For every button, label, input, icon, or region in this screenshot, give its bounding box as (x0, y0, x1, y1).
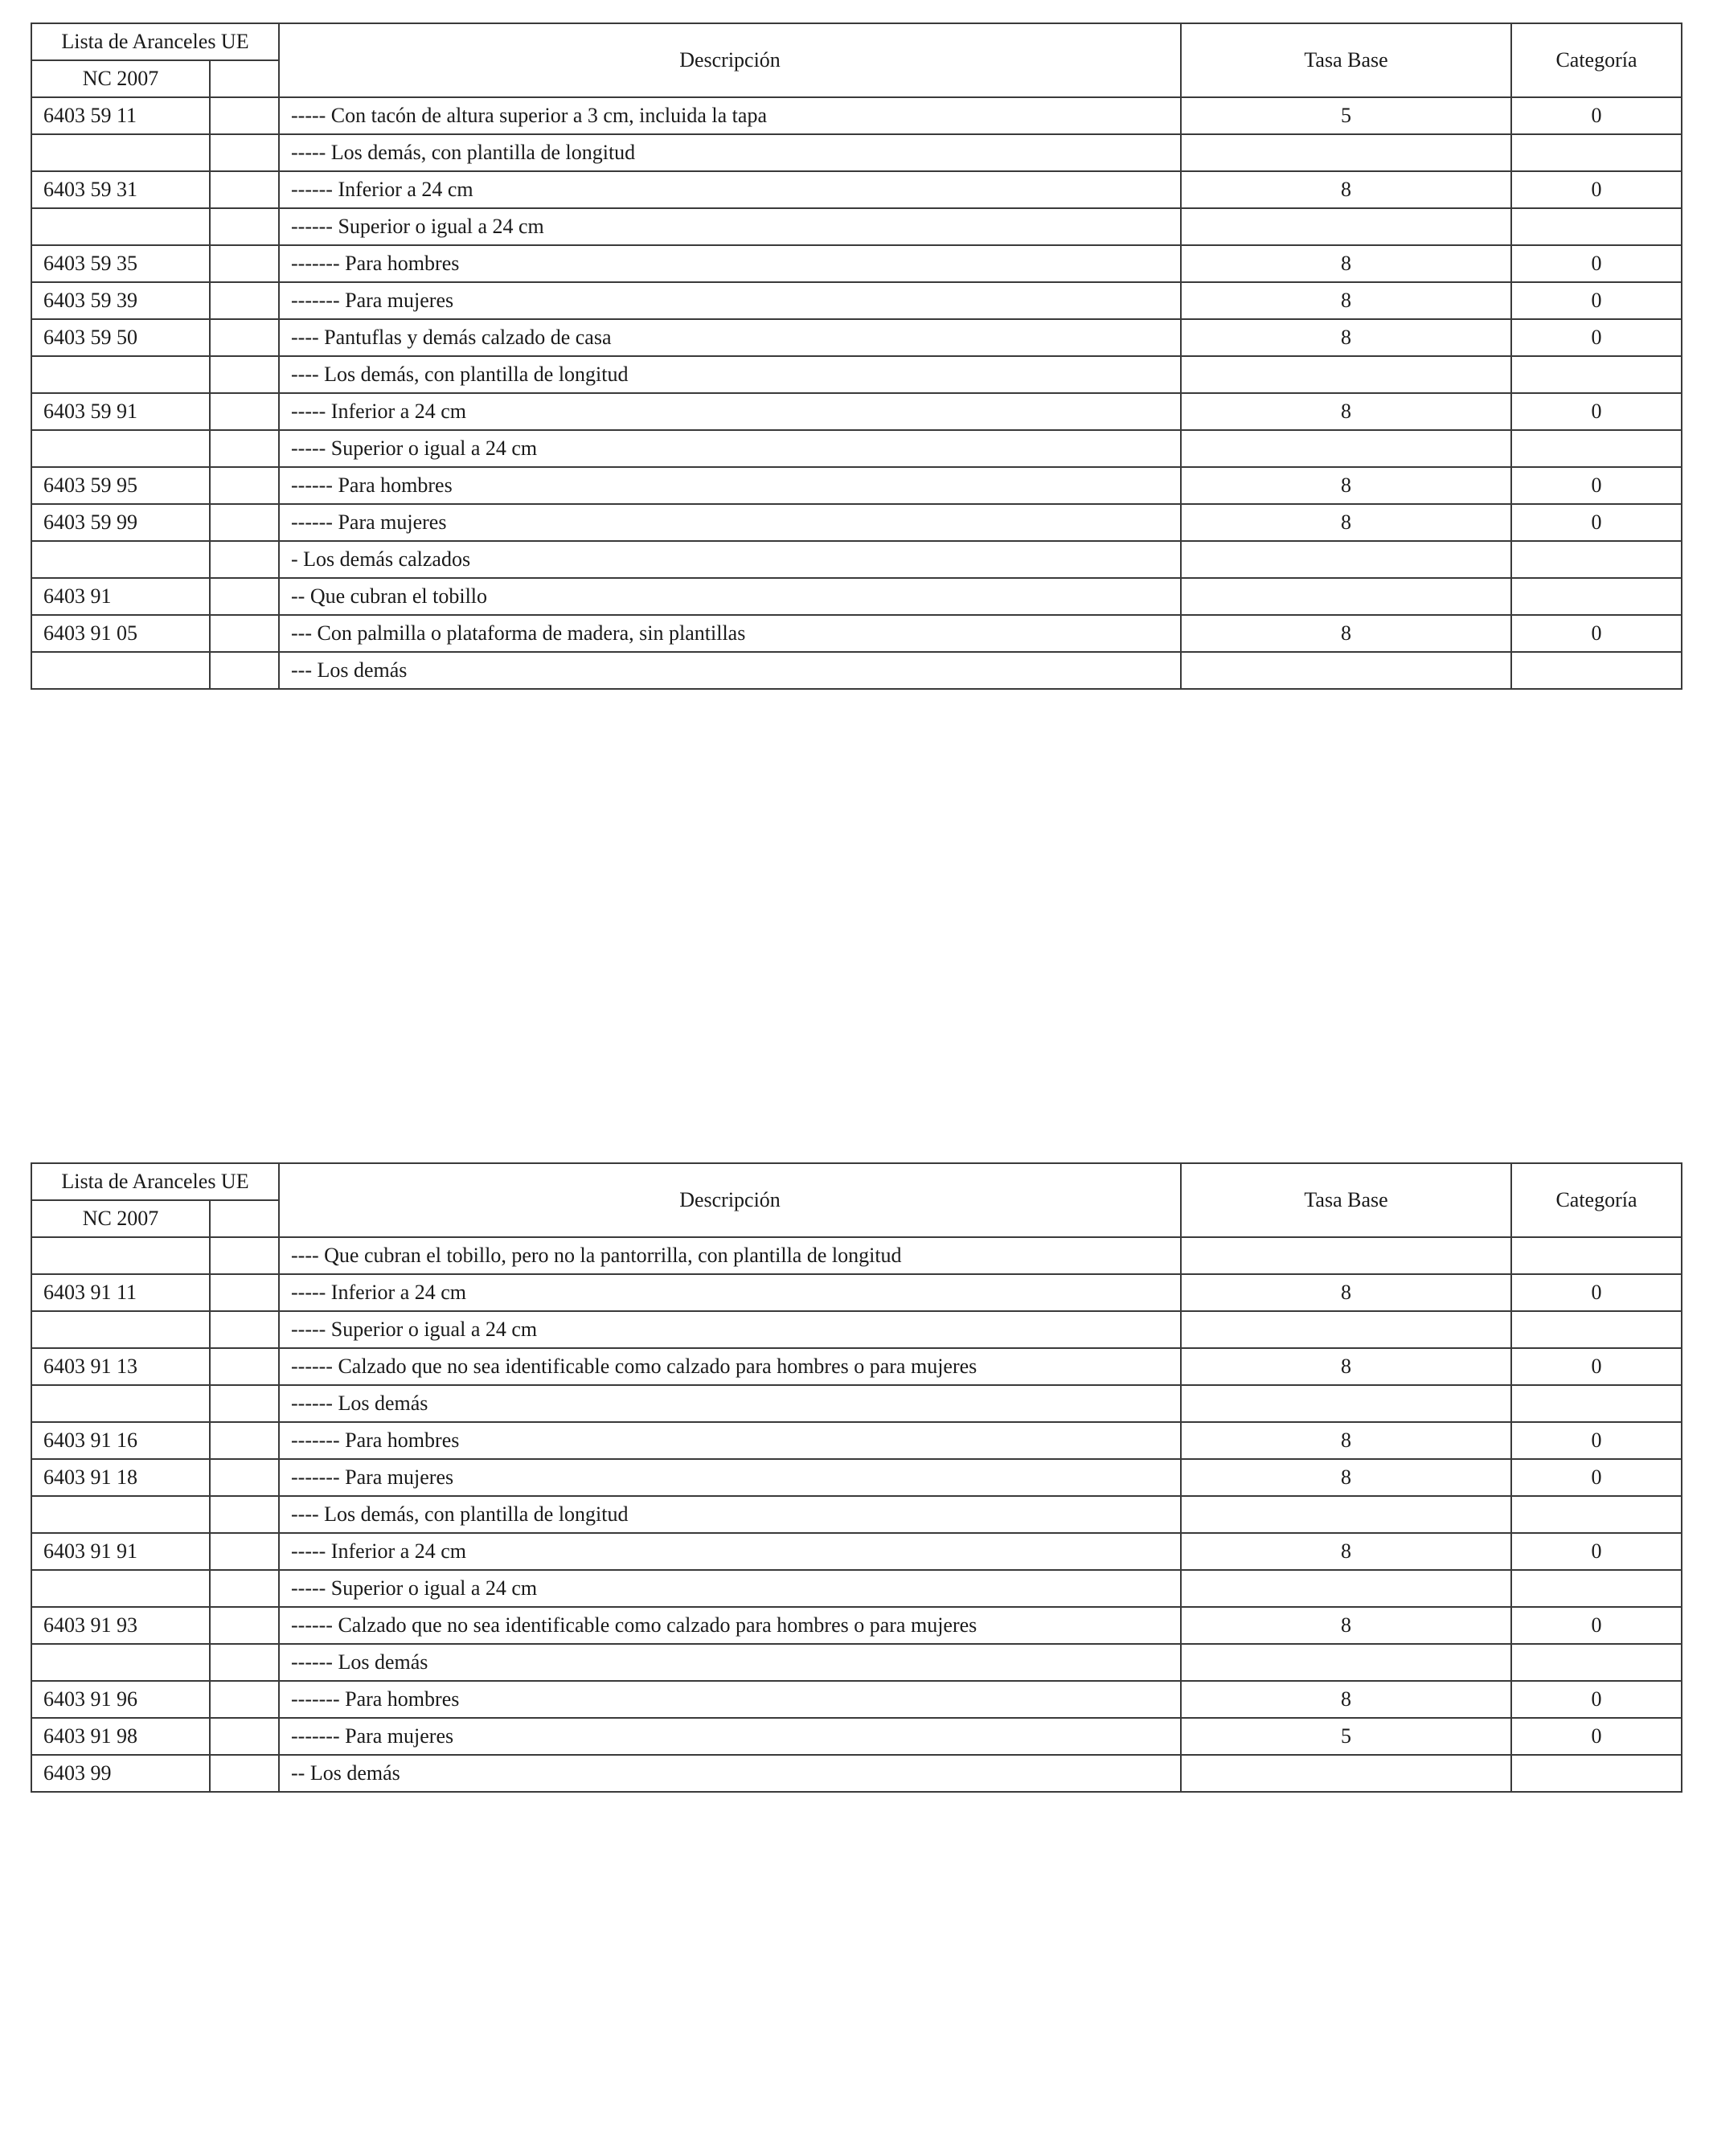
blank-cell (210, 171, 279, 208)
nc-code-cell (31, 356, 210, 393)
nc-code-cell: 6403 91 18 (31, 1459, 210, 1496)
header-nc-2007: NC 2007 (31, 1200, 210, 1237)
description-cell: --- Con palmilla o plataforma de madera, sin plantillas (279, 615, 1181, 652)
category-cell (1511, 1755, 1682, 1792)
header-tasa-base: Tasa Base (1181, 23, 1511, 97)
table-row (31, 1496, 1682, 1533)
table-row (31, 541, 1682, 578)
nc-code-cell (31, 1570, 210, 1607)
description-cell: ---- Los demás, con plantilla de longitud (279, 356, 1181, 393)
blank-cell (210, 1459, 279, 1496)
table-row (31, 245, 1682, 282)
blank-cell (210, 1496, 279, 1533)
base-rate-cell (1181, 1237, 1511, 1274)
table-row (31, 652, 1682, 689)
base-rate-cell: 8 (1181, 1459, 1511, 1496)
base-rate-cell: 8 (1181, 393, 1511, 430)
nc-code-cell (31, 652, 210, 689)
description-cell: ------ Para mujeres (279, 504, 1181, 541)
table-row (31, 1533, 1682, 1570)
blank-cell (210, 1681, 279, 1718)
blank-cell (210, 97, 279, 134)
table-row (31, 97, 1682, 134)
nc-code-cell: 6403 59 95 (31, 467, 210, 504)
base-rate-cell: 8 (1181, 1681, 1511, 1718)
nc-code-cell: 6403 91 13 (31, 1348, 210, 1385)
blank-cell (210, 615, 279, 652)
nc-code-cell: 6403 91 91 (31, 1533, 210, 1570)
base-rate-cell: 8 (1181, 1274, 1511, 1311)
category-cell (1511, 356, 1682, 393)
nc-code-cell (31, 1311, 210, 1348)
base-rate-cell (1181, 430, 1511, 467)
category-cell: 0 (1511, 504, 1682, 541)
category-cell: 0 (1511, 1422, 1682, 1459)
table-row (31, 1607, 1682, 1644)
category-cell (1511, 134, 1682, 171)
base-rate-cell (1181, 1496, 1511, 1533)
category-cell (1511, 541, 1682, 578)
header-row-top (31, 23, 1682, 60)
description-cell: ------- Para mujeres (279, 1718, 1181, 1755)
blank-cell (210, 430, 279, 467)
base-rate-cell (1181, 1385, 1511, 1422)
description-cell: ----- Superior o igual a 24 cm (279, 1311, 1181, 1348)
nc-code-cell: 6403 91 05 (31, 615, 210, 652)
category-cell (1511, 1385, 1682, 1422)
category-cell: 0 (1511, 615, 1682, 652)
description-cell: ------- Para mujeres (279, 1459, 1181, 1496)
description-cell: ------ Para hombres (279, 467, 1181, 504)
blank-cell (210, 245, 279, 282)
table-row (31, 208, 1682, 245)
nc-code-cell (31, 1496, 210, 1533)
base-rate-cell (1181, 1570, 1511, 1607)
blank-cell (210, 1311, 279, 1348)
category-cell: 0 (1511, 1274, 1682, 1311)
description-cell: ------- Para hombres (279, 1422, 1181, 1459)
blank-cell (210, 1570, 279, 1607)
category-cell: 0 (1511, 393, 1682, 430)
description-cell: ----- Superior o igual a 24 cm (279, 1570, 1181, 1607)
base-rate-cell (1181, 652, 1511, 689)
category-cell: 0 (1511, 282, 1682, 319)
description-cell: ------- Para hombres (279, 245, 1181, 282)
nc-code-cell (31, 430, 210, 467)
base-rate-cell (1181, 208, 1511, 245)
nc-code-cell (31, 1644, 210, 1681)
base-rate-cell: 5 (1181, 97, 1511, 134)
table-row (31, 1459, 1682, 1496)
table-body (31, 97, 1682, 689)
base-rate-cell: 8 (1181, 282, 1511, 319)
header-tasa-base: Tasa Base (1181, 1163, 1511, 1237)
description-cell: ----- Superior o igual a 24 cm (279, 430, 1181, 467)
description-cell: ---- Los demás, con plantilla de longitud (279, 1496, 1181, 1533)
header-blank-cell (210, 60, 279, 97)
table-row (31, 1681, 1682, 1718)
blank-cell (210, 1718, 279, 1755)
table-row (31, 1570, 1682, 1607)
description-cell: ---- Pantuflas y demás calzado de casa (279, 319, 1181, 356)
table-row (31, 1755, 1682, 1792)
nc-code-cell: 6403 91 16 (31, 1422, 210, 1459)
table-row (31, 356, 1682, 393)
nc-code-cell: 6403 91 11 (31, 1274, 210, 1311)
blank-cell (210, 504, 279, 541)
nc-code-cell: 6403 91 96 (31, 1681, 210, 1718)
blank-cell (210, 356, 279, 393)
description-cell: ------- Para hombres (279, 1681, 1181, 1718)
table-row (31, 171, 1682, 208)
header-descripcion: Descripción (279, 1163, 1181, 1237)
category-cell (1511, 1311, 1682, 1348)
blank-cell (210, 134, 279, 171)
table-row (31, 1644, 1682, 1681)
blank-cell (210, 467, 279, 504)
nc-code-cell: 6403 59 91 (31, 393, 210, 430)
blank-cell (210, 652, 279, 689)
nc-code-cell: 6403 59 35 (31, 245, 210, 282)
table-row (31, 1237, 1682, 1274)
base-rate-cell: 8 (1181, 171, 1511, 208)
blank-cell (210, 319, 279, 356)
table-row (31, 282, 1682, 319)
blank-cell (210, 1422, 279, 1459)
table-row (31, 1348, 1682, 1385)
description-cell: ------- Para mujeres (279, 282, 1181, 319)
header-lista: Lista de Aranceles UE (31, 1163, 279, 1200)
category-cell: 0 (1511, 1718, 1682, 1755)
header-lista: Lista de Aranceles UE (31, 23, 279, 60)
category-cell (1511, 1496, 1682, 1533)
blank-cell (210, 1755, 279, 1792)
base-rate-cell: 8 (1181, 1533, 1511, 1570)
table-row (31, 615, 1682, 652)
table-row (31, 1311, 1682, 1348)
nc-code-cell (31, 1237, 210, 1274)
description-cell: - Los demás calzados (279, 541, 1181, 578)
description-cell: ----- Inferior a 24 cm (279, 393, 1181, 430)
header-row-top (31, 1163, 1682, 1200)
nc-code-cell: 6403 59 99 (31, 504, 210, 541)
category-cell (1511, 1237, 1682, 1274)
category-cell: 0 (1511, 1348, 1682, 1385)
blank-cell (210, 1348, 279, 1385)
nc-code-cell: 6403 59 50 (31, 319, 210, 356)
blank-cell (210, 541, 279, 578)
blank-cell (210, 282, 279, 319)
base-rate-cell (1181, 356, 1511, 393)
description-cell: ----- Inferior a 24 cm (279, 1533, 1181, 1570)
description-cell: -- Que cubran el tobillo (279, 578, 1181, 615)
blank-cell (210, 393, 279, 430)
base-rate-cell (1181, 578, 1511, 615)
base-rate-cell (1181, 1755, 1511, 1792)
description-cell: ----- Inferior a 24 cm (279, 1274, 1181, 1311)
blank-cell (210, 578, 279, 615)
nc-code-cell: 6403 59 31 (31, 171, 210, 208)
blank-cell (210, 1237, 279, 1274)
table-row (31, 1422, 1682, 1459)
category-cell (1511, 208, 1682, 245)
table-body (31, 1237, 1682, 1792)
category-cell (1511, 578, 1682, 615)
category-cell: 0 (1511, 97, 1682, 134)
blank-cell (210, 1607, 279, 1644)
category-cell: 0 (1511, 1607, 1682, 1644)
header-nc-2007: NC 2007 (31, 60, 210, 97)
table-row (31, 430, 1682, 467)
base-rate-cell: 8 (1181, 1422, 1511, 1459)
nc-code-cell: 6403 91 (31, 578, 210, 615)
base-rate-cell (1181, 134, 1511, 171)
category-cell (1511, 652, 1682, 689)
nc-code-cell (31, 208, 210, 245)
category-cell (1511, 1644, 1682, 1681)
tariff-table-1 (31, 23, 1682, 690)
table-row (31, 578, 1682, 615)
description-cell: -- Los demás (279, 1755, 1181, 1792)
category-cell: 0 (1511, 1459, 1682, 1496)
nc-code-cell: 6403 59 11 (31, 97, 210, 134)
base-rate-cell: 8 (1181, 245, 1511, 282)
base-rate-cell: 8 (1181, 319, 1511, 356)
description-cell: ---- Que cubran el tobillo, pero no la pantorrilla, con plantilla de longitud (279, 1237, 1181, 1274)
table-row (31, 319, 1682, 356)
description-cell: ------ Los demás (279, 1644, 1181, 1681)
header-categoria: Categoría (1511, 23, 1682, 97)
base-rate-cell: 8 (1181, 467, 1511, 504)
blank-cell (210, 1644, 279, 1681)
base-rate-cell: 5 (1181, 1718, 1511, 1755)
nc-code-cell (31, 541, 210, 578)
category-cell: 0 (1511, 319, 1682, 356)
description-cell: ----- Con tacón de altura superior a 3 cm, incluida la tapa (279, 97, 1181, 134)
header-categoria: Categoría (1511, 1163, 1682, 1237)
table-row (31, 1718, 1682, 1755)
description-cell: --- Los demás (279, 652, 1181, 689)
header-descripcion: Descripción (279, 23, 1181, 97)
nc-code-cell: 6403 91 98 (31, 1718, 210, 1755)
nc-code-cell: 6403 91 93 (31, 1607, 210, 1644)
table-row (31, 134, 1682, 171)
description-cell: ------ Inferior a 24 cm (279, 171, 1181, 208)
base-rate-cell: 8 (1181, 504, 1511, 541)
header-blank-cell (210, 1200, 279, 1237)
category-cell: 0 (1511, 171, 1682, 208)
description-cell: ------ Calzado que no sea identificable como calzado para hombres o para mujeres (279, 1348, 1181, 1385)
base-rate-cell (1181, 541, 1511, 578)
blank-cell (210, 1274, 279, 1311)
category-cell: 0 (1511, 1533, 1682, 1570)
table-row (31, 504, 1682, 541)
category-cell: 0 (1511, 467, 1682, 504)
category-cell (1511, 430, 1682, 467)
base-rate-cell: 8 (1181, 1348, 1511, 1385)
category-cell: 0 (1511, 1681, 1682, 1718)
base-rate-cell (1181, 1644, 1511, 1681)
blank-cell (210, 1385, 279, 1422)
tariff-table-2 (31, 1162, 1682, 1793)
blank-cell (210, 208, 279, 245)
description-cell: ------ Calzado que no sea identificable como calzado para hombres o para mujeres (279, 1607, 1181, 1644)
category-cell: 0 (1511, 245, 1682, 282)
nc-code-cell (31, 134, 210, 171)
category-cell (1511, 1570, 1682, 1607)
nc-code-cell (31, 1385, 210, 1422)
table-row (31, 467, 1682, 504)
base-rate-cell: 8 (1181, 1607, 1511, 1644)
table-row (31, 1274, 1682, 1311)
description-cell: ------ Los demás (279, 1385, 1181, 1422)
base-rate-cell (1181, 1311, 1511, 1348)
table-row (31, 1385, 1682, 1422)
nc-code-cell: 6403 59 39 (31, 282, 210, 319)
base-rate-cell: 8 (1181, 615, 1511, 652)
blank-cell (210, 1533, 279, 1570)
description-cell: ----- Los demás, con plantilla de longitud (279, 134, 1181, 171)
description-cell: ------ Superior o igual a 24 cm (279, 208, 1181, 245)
nc-code-cell: 6403 99 (31, 1755, 210, 1792)
table-row (31, 393, 1682, 430)
